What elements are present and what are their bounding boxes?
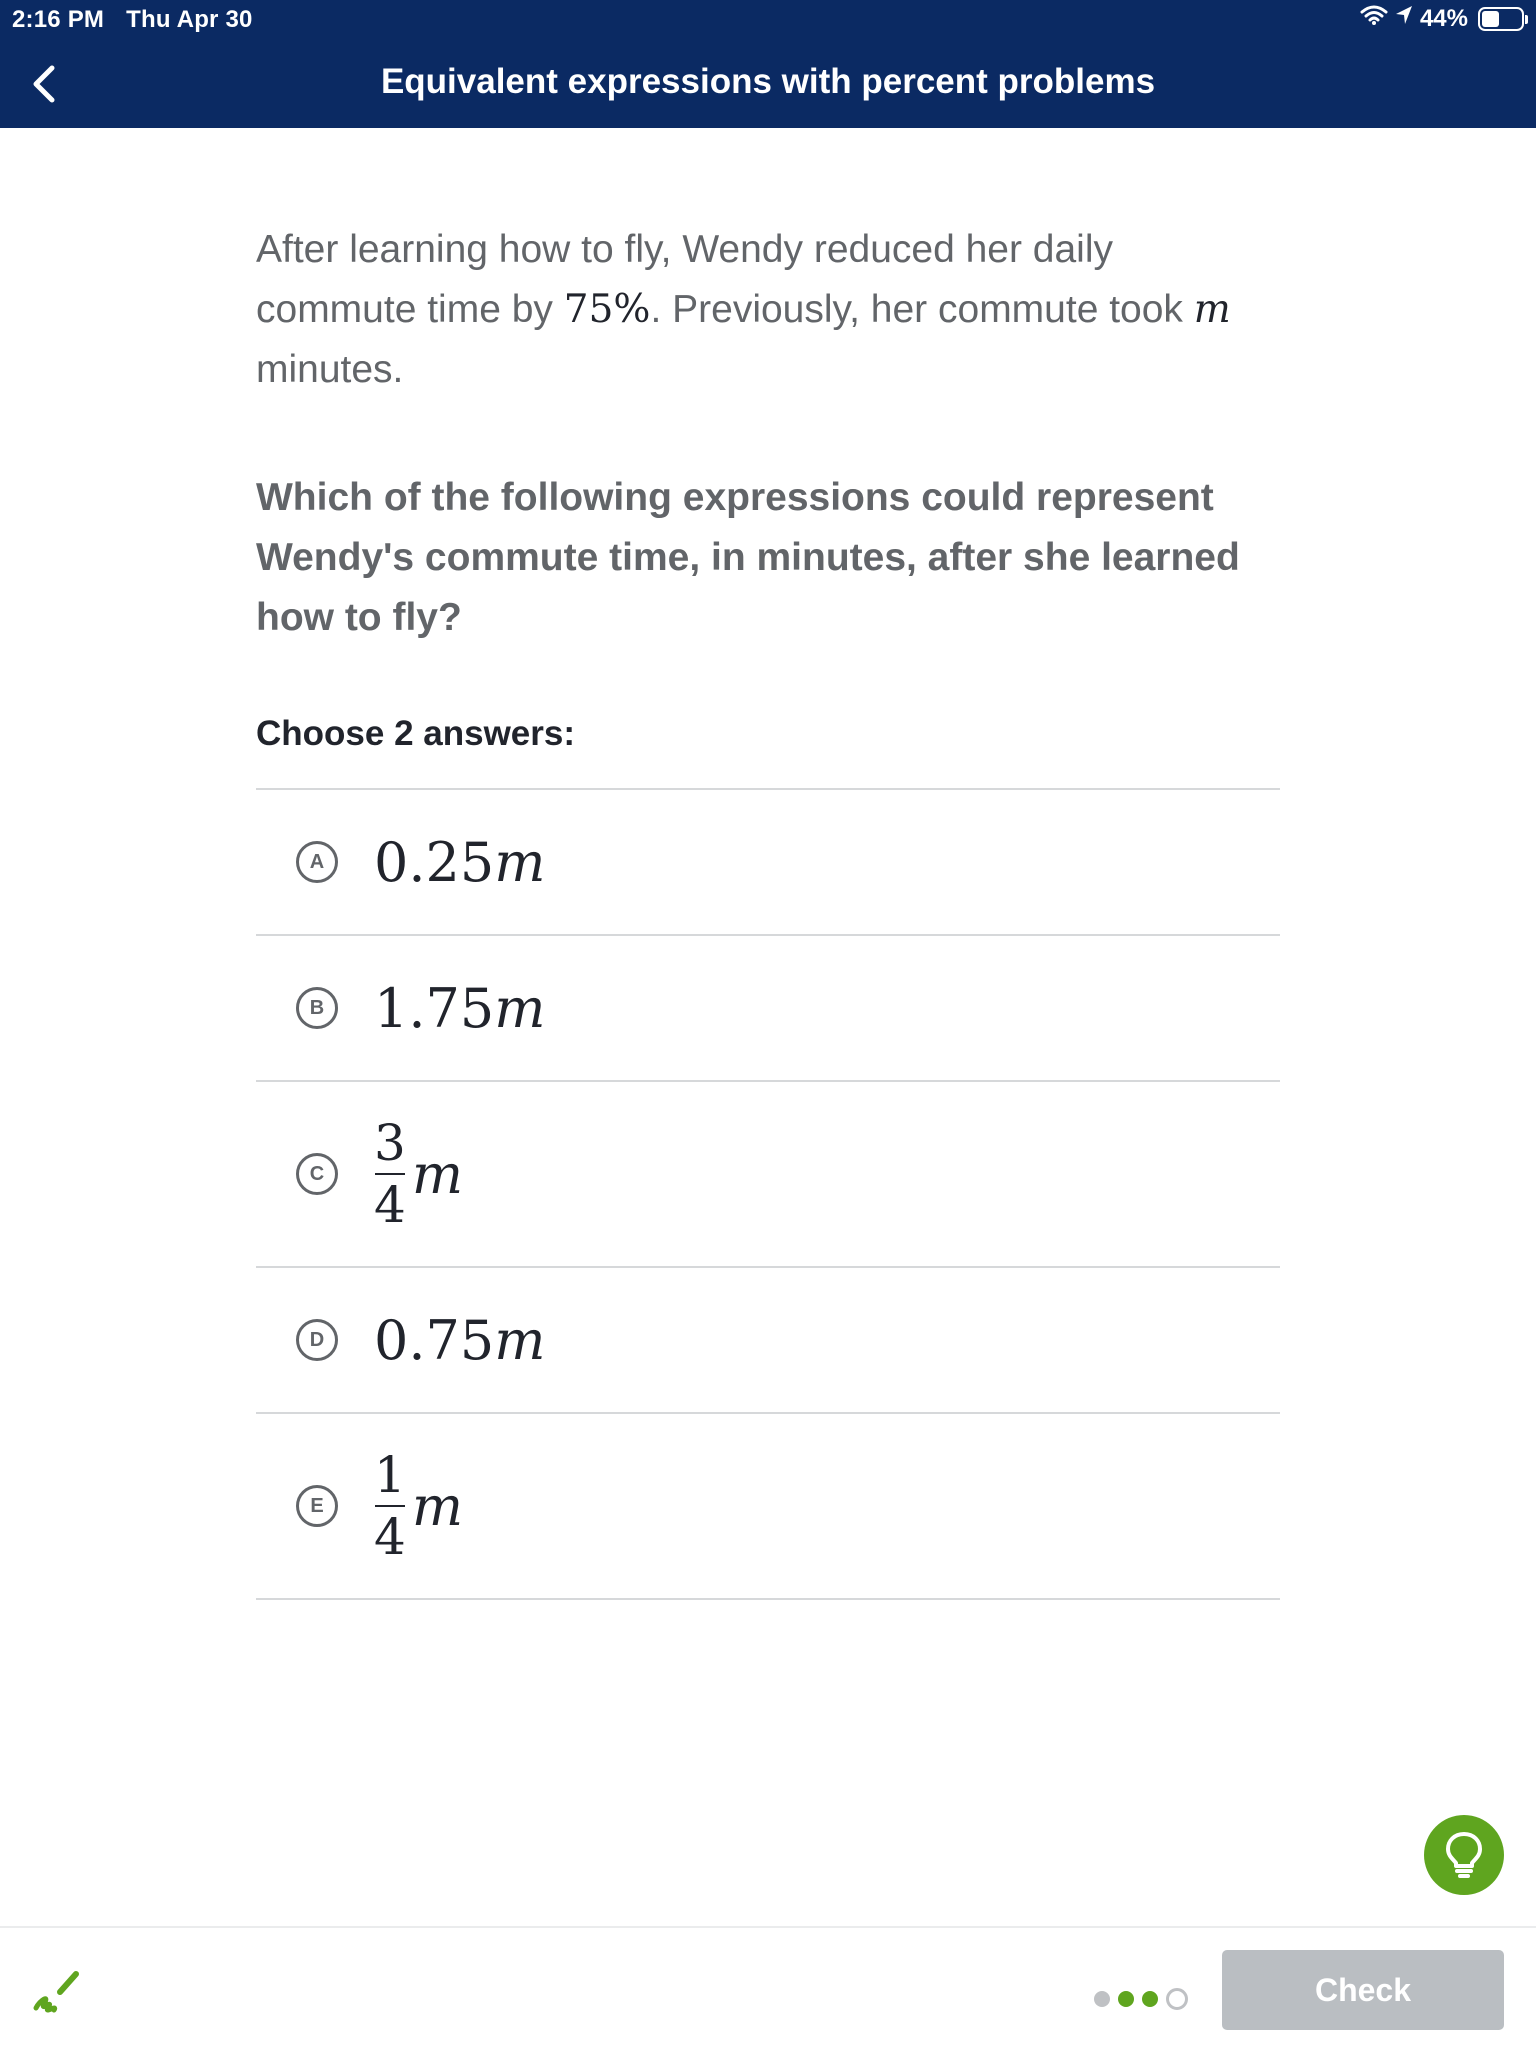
pencil-scribble-icon xyxy=(30,1964,82,2016)
page-title: Equivalent expressions with percent problems xyxy=(380,62,1156,101)
exercise-content xyxy=(256,220,1280,1600)
answer-choices xyxy=(256,788,1280,1600)
choice-c[interactable] xyxy=(256,1082,1280,1268)
fraction-bar xyxy=(375,1173,405,1175)
fraction-e xyxy=(374,1447,406,1565)
bottom-bar xyxy=(0,1926,1536,2048)
choice-b-variable: m xyxy=(494,976,546,1040)
status-time: 2:16 PM xyxy=(12,6,105,33)
progress-dot-1 xyxy=(1094,1991,1110,2007)
percent-value: 75% xyxy=(563,287,651,332)
choice-letter-d: D xyxy=(296,1319,338,1361)
choice-letter-e: E xyxy=(296,1485,338,1527)
choice-a[interactable] xyxy=(256,790,1280,936)
choice-expression-b xyxy=(374,977,545,1040)
choice-letter-b: B xyxy=(296,987,338,1029)
status-bar-right xyxy=(1360,4,1524,33)
fraction-e-denominator: 4 xyxy=(374,1508,406,1566)
choice-letter-c: C xyxy=(296,1153,338,1195)
problem-statement xyxy=(256,220,1280,400)
choice-a-variable: m xyxy=(494,830,546,894)
problem-text-3: minutes. xyxy=(256,348,404,391)
choice-e-variable: m xyxy=(411,1474,464,1538)
choice-b-coefficient: 1.75 xyxy=(374,976,495,1040)
choice-expression-d xyxy=(374,1309,545,1372)
fraction-c-numerator: 3 xyxy=(374,1114,406,1172)
status-bar-left xyxy=(12,6,253,34)
choice-b[interactable] xyxy=(256,936,1280,1082)
hint-button[interactable] xyxy=(1424,1815,1504,1895)
battery-level xyxy=(1482,11,1499,27)
choice-e[interactable] xyxy=(256,1414,1280,1600)
fraction-c xyxy=(374,1115,406,1233)
battery-percent: 44% xyxy=(1419,4,1468,32)
progress-dot-3 xyxy=(1142,1991,1158,2007)
choice-d[interactable] xyxy=(256,1268,1280,1414)
fraction-bar xyxy=(375,1505,405,1507)
fraction-c-denominator: 4 xyxy=(374,1176,406,1234)
problem-text-2: . Previously, her commute took xyxy=(650,288,1194,331)
choice-d-coefficient: 0.75 xyxy=(374,1308,495,1372)
fraction-e-numerator: 1 xyxy=(374,1446,406,1504)
scratchpad-button[interactable] xyxy=(30,1964,82,2016)
question-prompt: Which of the following expressions could represent Wendy's commute time, in minutes, after she learned how to fly? xyxy=(256,476,1240,639)
check-button[interactable]: Check xyxy=(1222,1950,1504,2030)
choice-c-variable: m xyxy=(411,1142,464,1206)
top-bar xyxy=(0,0,1536,128)
choice-expression-c xyxy=(374,1115,463,1233)
choice-a-coefficient: 0.25 xyxy=(374,830,495,894)
choice-d-variable: m xyxy=(494,1308,546,1372)
choice-letter-a: A xyxy=(296,841,338,883)
answer-instruction: Choose 2 answers: xyxy=(256,714,575,753)
location-arrow-icon xyxy=(1394,4,1414,33)
lightbulb-icon xyxy=(1442,1830,1486,1880)
wifi-icon xyxy=(1360,4,1388,33)
progress-dot-4 xyxy=(1166,1988,1188,2010)
choice-expression-e xyxy=(374,1447,463,1565)
choice-expression-a xyxy=(374,831,545,894)
status-date: Thu Apr 30 xyxy=(126,6,253,33)
progress-dot-2 xyxy=(1118,1991,1134,2007)
problem-text-1: After learning how to fly, Wendy reduced her daily commute time by xyxy=(256,228,1114,331)
variable-m: m xyxy=(1193,287,1231,332)
progress-dots xyxy=(1094,1988,1188,2010)
battery-icon xyxy=(1478,7,1524,31)
